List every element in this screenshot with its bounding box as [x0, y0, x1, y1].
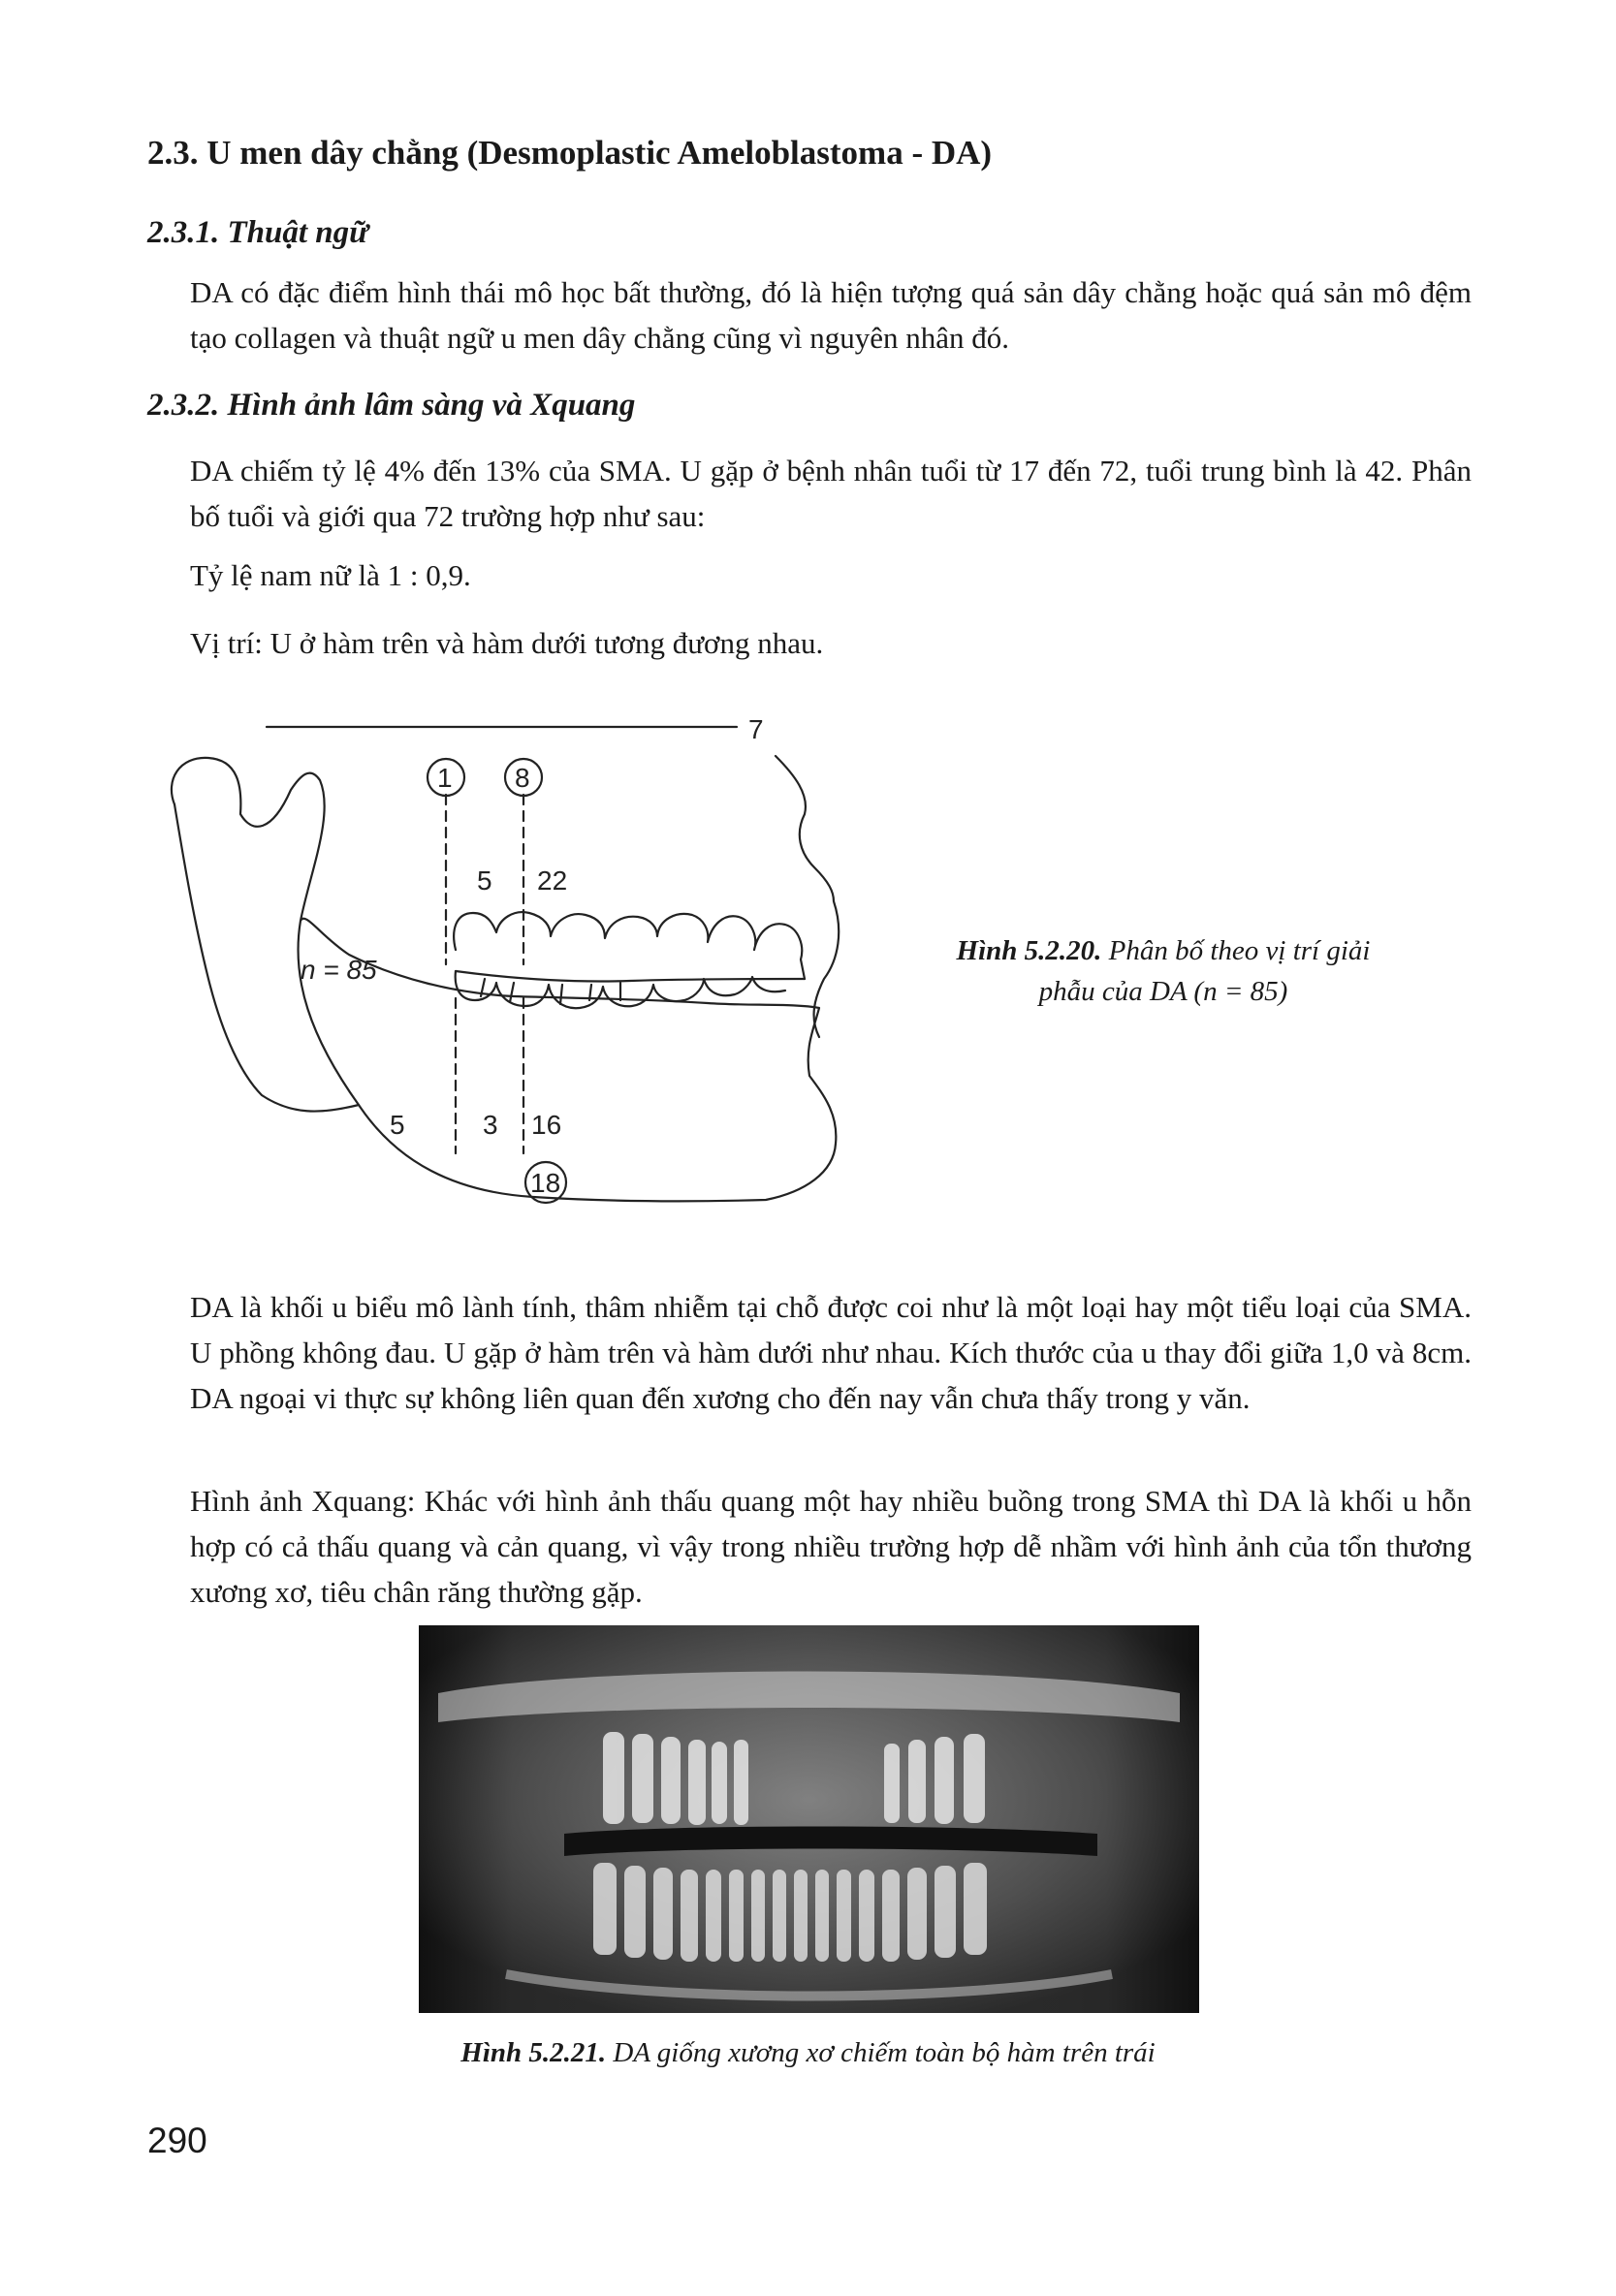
maxilla-contour	[776, 756, 839, 1037]
figure-2-caption-text: DA giống xương xơ chiếm toàn bộ hàm trên trái	[606, 2037, 1156, 2068]
label-upper-mid: 5	[477, 865, 492, 896]
description-paragraph: DA là khối u biểu mô lành tính, thâm nhiễm tại chỗ được coi như là một loại hay một tiểu loại của SMA. U phồng không đau. U gặp ở hàm trên và hàm dưới như nhau. Kích thước của u thay đổi giữa 1,0 và 8cm. DA ngoại vi thực sự không liên quan đến xương cho đến nay vẫn chưa thấy trong y văn.	[190, 1290, 1472, 1415]
clinical-paragraph-1: DA chiếm tỷ lệ 4% đến 13% của SMA. U gặp ở bệnh nhân tuổi từ 17 đến 72, tuổi trung bình là 42. Phân bố tuổi và giới qua 72 trường hợp như sau:	[190, 454, 1472, 533]
label-circle-8: 8	[515, 763, 530, 793]
label-upper-front: 22	[537, 865, 568, 896]
label-top-line: 7	[748, 714, 764, 744]
label-circle-18: 18	[530, 1168, 561, 1198]
section-heading: 2.3. U men dây chằng (Desmoplastic Ameloblastoma - DA)	[147, 134, 993, 172]
panoramic-radiograph-image	[419, 1625, 1199, 2013]
label-total: n = 85	[301, 955, 377, 985]
label-lower-mid: 3	[483, 1110, 498, 1140]
clinical-paragraph-location: Vị trí: U ở hàm trên và hàm dưới tương đương nhau.	[190, 626, 824, 660]
label-lower-back: 5	[390, 1110, 405, 1140]
figure-1-caption-number: Hình 5.2.20.	[956, 935, 1102, 966]
figure-2-caption-number: Hình 5.2.21.	[460, 2037, 607, 2068]
figure-1-caption	[950, 930, 1377, 1012]
subsection-heading-clinical: 2.3.2. Hình ảnh lâm sàng và Xquang	[147, 388, 636, 423]
subsection-heading-terminology: 2.3.1. Thuật ngữ	[147, 215, 368, 250]
upper-teeth	[454, 912, 805, 979]
terminology-paragraph: DA có đặc điểm hình thái mô học bất thường, đó là hiện tượng quá sản dây chằng hoặc quá sản mô đệm tạo collagen và thuật ngữ u men dây chằng cũng vì nguyên nhân đó.	[190, 275, 1472, 355]
page-number: 290	[147, 2121, 207, 2160]
figure-1-caption-text: Phân bố theo vị trí giải phẫu của DA (n = 85)	[1038, 935, 1371, 1007]
label-lower-front: 16	[531, 1110, 562, 1140]
mandible-distribution-figure	[165, 688, 863, 1241]
radiograph-paragraph: Hình ảnh Xquang: Khác với hình ảnh thấu quang một hay nhiều buồng trong SMA thì DA là khối u hỗn hợp có cả thấu quang và cản quang, vì vậy trong nhiều trường hợp dễ nhầm với hình ảnh của tổn thương xương xơ, tiêu chân răng thường gặp.	[190, 1484, 1472, 1609]
figure-2-caption	[291, 2037, 1325, 2069]
label-circle-1: 1	[437, 763, 453, 793]
clinical-paragraph-ratio: Tỷ lệ nam nữ là 1 : 0,9.	[190, 558, 471, 592]
